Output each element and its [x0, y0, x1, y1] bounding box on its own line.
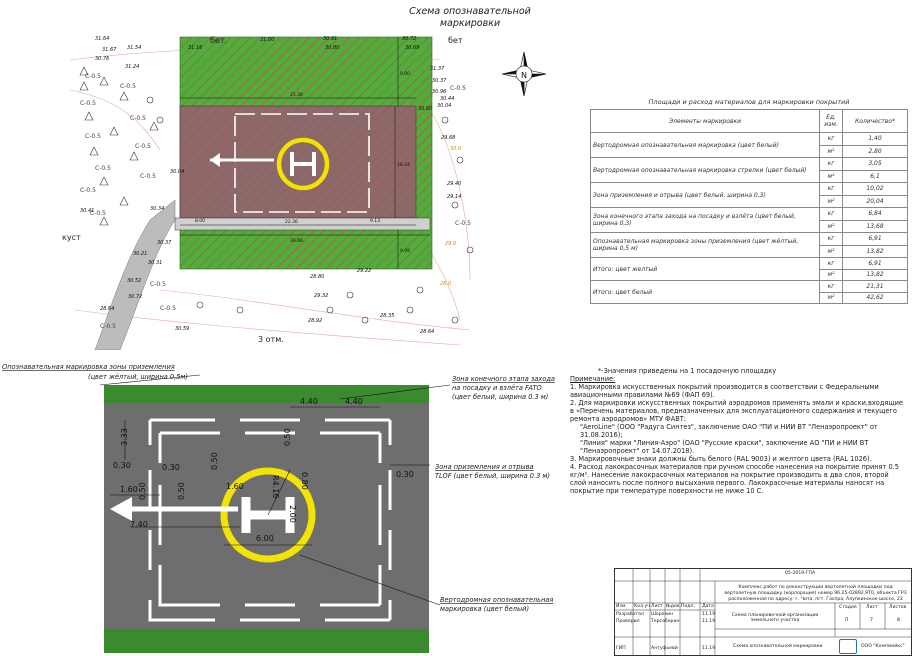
table-row: Итого: цвет белый кг 21,31	[591, 281, 908, 293]
table-row: Зона конечного этапа захода на посадку и взлёта (цвет белый, ширина 0,3) кг 6,84	[591, 208, 908, 221]
svg-text:30.76: 30.76	[95, 56, 110, 62]
svg-text:C-0.5: C-0.5	[150, 281, 166, 288]
stamp-date: 11.19	[702, 612, 716, 617]
svg-text:30.69: 30.69	[405, 45, 420, 51]
callout-fato-2: на посадку и взлёта FATO	[452, 384, 542, 392]
stamp-col-kol: Кол.уч	[634, 604, 650, 609]
site-dim-bot: 36.66	[290, 239, 303, 244]
svg-text:C-0.5: C-0.5	[90, 210, 106, 217]
svg-text:30.0: 30.0	[450, 146, 462, 152]
svg-text:29.0: 29.0	[445, 241, 457, 247]
note-item: "AeroLine" (ООО "Радуга Синтез", заключение ОАО "ПИ и НИИ ВТ "Ленаэропроект" от 31.08.2016);	[580, 423, 878, 439]
svg-text:C-0.5: C-0.5	[450, 85, 466, 92]
svg-text:30.59: 30.59	[175, 326, 190, 332]
stamp-role: Проверил	[616, 619, 640, 624]
svg-text:C-0.5: C-0.5	[120, 83, 136, 90]
stamp-date: 11.19	[702, 646, 716, 651]
svg-text:31.37: 31.37	[430, 66, 445, 72]
svg-text:30.04: 30.04	[170, 169, 185, 175]
stamp-col-podp: Подп.	[681, 604, 695, 609]
svg-text:30.41: 30.41	[80, 208, 95, 214]
svg-text:30.52: 30.52	[127, 278, 142, 284]
callout-tlof-2: TLOF (цвет белый, ширина 0.3 м)	[435, 472, 550, 480]
dim-0-30-b: 0.30	[162, 463, 180, 472]
table-row: Опознавательная маркировка зоны приземления (цвет жёлтый, ширина 0,5 м) кг 6,91	[591, 233, 908, 246]
compass-rose	[500, 42, 548, 102]
svg-text:28.64: 28.64	[420, 329, 435, 335]
table-row: м² 13,82	[591, 245, 908, 258]
stamp-col-list: Лист	[651, 604, 663, 609]
dim-0-80: 0.80	[300, 472, 309, 490]
stamp-sheet-title: Схема планировочной организации земельного участка	[731, 613, 819, 623]
svg-text:30.37: 30.37	[432, 78, 447, 84]
stamp-name: Шорохин	[651, 612, 674, 617]
svg-text:29.32: 29.32	[314, 293, 329, 299]
dim-1-60-a: 1.60	[120, 485, 138, 494]
stamp-role: ГИП	[616, 646, 626, 651]
svg-text:31.64: 31.64	[95, 36, 110, 42]
site-dim-right: 9.13	[370, 219, 381, 224]
dim-0-50-d: 0.50	[283, 428, 292, 446]
dim-1-60-b: 1.60	[226, 482, 244, 491]
table-row: м² 13,82	[591, 269, 908, 281]
stamp-sheet: 7	[870, 618, 873, 623]
stamp-col-ndok: №док.	[666, 604, 681, 609]
label-bet-2: бет	[448, 36, 463, 45]
svg-text:30.60: 30.60	[418, 106, 433, 112]
svg-text:C-0.5: C-0.5	[85, 133, 101, 140]
dim-0-30-a: 0.30	[113, 461, 131, 470]
stamp-drawing: Схема опознавательной маркировки	[733, 644, 823, 649]
svg-text:30.80: 30.80	[325, 45, 340, 51]
dim-0-50-a: 0.50	[138, 482, 147, 500]
svg-text:29.68: 29.68	[441, 135, 456, 141]
svg-text:30.37: 30.37	[157, 240, 172, 246]
stamp-name: Антуфьевй	[651, 646, 678, 651]
callout-heli-2: маркировка (цвет белый)	[440, 605, 530, 613]
stamp-role: Разработал	[616, 612, 644, 617]
svg-text:28.92: 28.92	[308, 318, 323, 324]
site-dim-mid: 22.36	[285, 220, 298, 225]
svg-text:30.91: 30.91	[323, 36, 338, 42]
svg-text:31.24: 31.24	[125, 64, 140, 70]
table-row: Зона приземления и отрыва (цвет белый, ширина 0,3) кг 10,02	[591, 183, 908, 196]
notes-block	[570, 367, 905, 495]
svg-text:31.67: 31.67	[102, 47, 117, 53]
notes-heading: Примечание:	[570, 375, 616, 383]
table-row: м² 13,68	[591, 220, 908, 233]
svg-text:31.16: 31.16	[188, 45, 203, 51]
svg-text:30.34: 30.34	[150, 206, 165, 212]
table-caption: Площади и расход материалов для маркировки покрытий	[648, 98, 850, 106]
site-plan	[0, 20, 500, 350]
stamp-company: ООО "Компмойкс"	[861, 644, 905, 649]
site-dim-h2: 16.44	[397, 163, 410, 168]
stamp-name: Терсоберин	[651, 619, 680, 624]
svg-text:C-0.5: C-0.5	[140, 173, 156, 180]
callout-yellow-zone-2: (цвет жёлтый, ширина 0,5м)	[88, 373, 188, 381]
stamp-code: 05-2019-ГПА	[785, 571, 816, 576]
stamp-sheets: 8	[897, 618, 900, 623]
svg-text:31.00: 31.00	[260, 37, 275, 43]
dim-r4-16: R4.16	[271, 475, 280, 499]
note-item: 2. Для маркировки искусственных покрытий аэродромов применять эмали и краски,входящие в «Перечень материалов, предназначенных для эксплуатационного содержания и текущего ремонта аэродромов» МТУ ФАВТ:	[570, 399, 903, 423]
title-line-2: маркировки	[439, 18, 501, 29]
svg-text:29.22: 29.22	[357, 268, 372, 274]
note-item: 1. Маркировка искусственных покрытий производится в соответствии с Федеральными авиационными правилами №69 (ФАП 69).	[570, 383, 879, 399]
svg-text:28.80: 28.80	[310, 274, 325, 280]
table-row: м² 2,80	[591, 145, 908, 158]
stamp-col-date: Дата	[702, 604, 714, 609]
svg-text:31.54: 31.54	[127, 45, 142, 51]
dim-3-33: 3.33	[120, 428, 129, 446]
site-dim-top: 25.36	[290, 93, 303, 98]
svg-text:C-0.5: C-0.5	[80, 100, 96, 107]
svg-text:28.64: 28.64	[100, 306, 115, 312]
svg-text:30.44: 30.44	[440, 96, 455, 102]
note-item: 3. Маркировочные знаки должны быть белого (RAL 9003) и желтого цвета (RAL 1026).	[570, 455, 872, 463]
title-block	[614, 568, 912, 656]
label-otm: 3 отм.	[258, 335, 284, 344]
north-label: N	[521, 71, 527, 80]
svg-text:30.04: 30.04	[437, 103, 452, 109]
svg-text:C-0.5: C-0.5	[100, 323, 116, 330]
pad-edge-strip	[175, 218, 430, 230]
svg-text:C-0.5: C-0.5	[130, 115, 146, 122]
label-bush: куст	[62, 233, 81, 242]
callout-fato-3: (цвет белый, ширина 0.3 м)	[452, 393, 549, 401]
callout-yellow-zone: Опознавательная маркировка зоны приземления	[2, 363, 175, 371]
table-row: м² 6,1	[591, 170, 908, 183]
dim-0-50-b: 0.50	[177, 482, 186, 500]
svg-text:C-0.5: C-0.5	[135, 143, 151, 150]
svg-text:30.31: 30.31	[148, 260, 163, 266]
stamp-stage: П	[845, 618, 849, 623]
notes-asterisk: *-Значения приведены на 1 посадочную площадку	[598, 367, 777, 375]
stamp-date: 11.19	[702, 619, 716, 624]
stamp-stage-h: Стадия	[839, 605, 857, 610]
callout-tlof: Зона приземления и отрыва	[435, 463, 534, 471]
stamp-col-izm: Изм.	[616, 604, 627, 609]
table-row: Итого: цвет желтый кг 6,91	[591, 258, 908, 270]
stamp-sheet-h: Лист	[866, 605, 878, 610]
site-dim-h3: 9.09	[400, 249, 411, 254]
svg-text:30.72: 30.72	[402, 36, 417, 42]
table-row: м² 20,04	[591, 195, 908, 208]
dim-4-40-a: 4.40	[300, 397, 318, 406]
svg-text:30.21: 30.21	[133, 251, 148, 257]
svg-text:C-0.5: C-0.5	[85, 73, 101, 80]
dim-6-00: 6.00	[256, 534, 274, 543]
svg-text:C-0.5: C-0.5	[80, 187, 96, 194]
note-item: 4. Расход лакокрасочных материалов при ручном способе нанесения на покрытие принят 0.5 кг/м². Нанесение лакокрасочных материалов на покрытие производить в два слоя, второй слой наносить после полного высыхания первого. Лакокрасочные материалы наносят на покрытие при температуре поверхности не ниже 10 С.	[570, 463, 899, 495]
table-row: Вертодромная опознавательная маркировка (цвет белый) кг 1,40	[591, 133, 908, 146]
svg-text:C-0.5: C-0.5	[95, 165, 111, 172]
svg-text:28.35: 28.35	[380, 313, 395, 319]
dim-7-40: 7.40	[130, 520, 148, 529]
svg-text:30.96: 30.96	[432, 89, 447, 95]
callout-fato: Зона конечного этапа захода	[452, 375, 555, 383]
title-line-1: Схема опознавательной	[409, 6, 531, 17]
header-qty: Количество*	[843, 110, 908, 133]
svg-text:29.40: 29.40	[447, 181, 462, 187]
header-element: Элементы маркировки	[591, 110, 820, 133]
svg-text:28.0: 28.0	[440, 281, 452, 287]
table-row: Вертодромная опознавательная маркировка стрелки (цвет белый) кг 3,05	[591, 158, 908, 171]
company-logo-icon	[839, 639, 857, 654]
table-header-row	[591, 110, 908, 133]
dim-0-50-c: 0.50	[210, 452, 219, 470]
dim-0-30-c: 0.30	[396, 470, 414, 479]
svg-text:C-0.5: C-0.5	[455, 220, 471, 227]
stamp-project: Комплекс работ по реконструкции вертолетной площадки под вертолетную площадку (корпорация) номер 96.25-02892.9Т0, объекта ГРЗ расположенная по адресу: г. Чита, пгт. Гаспра, Алупкинское шоссе, 23	[724, 585, 907, 602]
header-unit: Ед. изм.	[820, 110, 843, 133]
svg-text:29.14: 29.14	[447, 194, 462, 200]
materials-table	[590, 109, 908, 304]
callout-heli: Вертодромная опознавательная	[440, 596, 554, 604]
dim-4-40-b: 4.40	[345, 397, 363, 406]
dim-2-00: 2.00	[288, 505, 297, 523]
table-row: м² 42,62	[591, 292, 908, 304]
marking-detail	[0, 355, 570, 655]
stamp-sheets-h: Листов	[889, 605, 907, 610]
svg-text:30.72: 30.72	[128, 294, 143, 300]
site-dim-left: 8.00	[195, 219, 206, 224]
svg-text:C-0.5: C-0.5	[160, 305, 176, 312]
label-bet-1: бет.	[210, 36, 228, 45]
note-item: "Линия" марки "Линия-Аэро" (ОАО "Русские краски", заключение АО "ПИ и НИИ ВТ "Ленаэропроект" от 14.07.2018).	[580, 439, 869, 455]
site-dim-h1: 9.00	[400, 72, 411, 77]
